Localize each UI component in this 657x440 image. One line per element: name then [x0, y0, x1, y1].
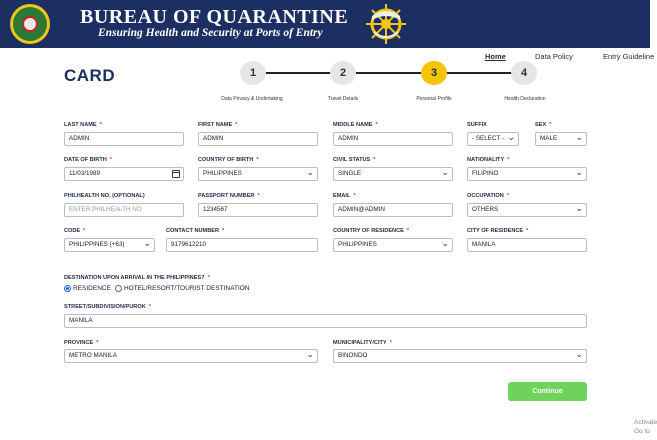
occupation-label: OCCUPATION * — [467, 193, 509, 199]
civil-status-select[interactable]: SINGLE ⌄ — [333, 167, 453, 181]
country-of-residence-label: COUNTRY OF RESIDENCE * — [333, 228, 410, 234]
philhealth-input[interactable]: ENTER PHILHEALTH NO — [64, 203, 184, 217]
step-1-circle: 1 — [240, 61, 266, 85]
hotel-radio-label[interactable]: HOTEL/RESORT/TOURIST DESTINATION — [123, 285, 250, 292]
site-subtitle: Ensuring Health and Security at Ports of Entry — [98, 27, 323, 39]
nationality-label: NATIONALITY * — [467, 157, 510, 163]
nationality-select[interactable]: FILIPINO ⌄ — [467, 167, 587, 181]
step-1-label: Data Privacy & Undertaking — [221, 96, 283, 102]
destination-question: DESTINATION UPON ARRIVAL IN THE PHILIPPINES? * — [64, 275, 210, 281]
nav-entry-guideline-link[interactable]: Entry Guideline — [603, 52, 655, 61]
step-connector — [355, 72, 425, 74]
passport-number-label: PASSPORT NUMBER * — [198, 193, 260, 199]
municipality-label: MUNICIPALITY/CITY * — [333, 340, 392, 346]
ships-wheel-emblem-icon — [364, 2, 408, 46]
country-of-birth-select[interactable]: PHILIPPINES ⌄ — [198, 167, 318, 181]
step-3-label: Personal Profile — [416, 96, 452, 102]
street-input[interactable]: MANILA — [64, 314, 587, 328]
hotel-radio[interactable] — [115, 285, 122, 292]
street-label: STREET/SUBDIVISION/PUROK * — [64, 304, 151, 310]
bureau-seal-icon — [10, 4, 50, 44]
code-label: CODE * — [64, 228, 86, 234]
contact-number-label: CONTACT NUMBER * — [166, 228, 225, 234]
step-3-circle-active: 3 — [421, 61, 447, 85]
suffix-select[interactable]: - SELECT - ⌄ — [467, 132, 519, 146]
first-name-input[interactable]: ADMIN — [198, 132, 318, 146]
first-name-label: FIRST NAME * — [198, 122, 238, 128]
step-connector — [265, 72, 333, 74]
windows-notice-line1: Activate — [634, 419, 657, 426]
nav-home-link[interactable]: Home — [485, 52, 506, 61]
middle-name-input[interactable]: ADMIN — [333, 132, 453, 146]
residence-radio-label[interactable]: RESIDENCE — [73, 285, 111, 292]
step-4-label: Health Declaration — [504, 96, 546, 102]
sex-label: SEX * — [535, 122, 552, 128]
civil-status-label: CIVIL STATUS * — [333, 157, 376, 163]
city-of-residence-label: CITY OF RESIDENCE * — [467, 228, 529, 234]
destination-radio-group — [64, 285, 254, 292]
suffix-label: SUFFIX — [467, 122, 487, 128]
country-of-residence-select[interactable]: PHILIPPINES ⌄ — [333, 238, 453, 252]
country-of-birth-label: COUNTRY OF BIRTH * — [198, 157, 259, 163]
country-code-select[interactable]: PHILIPPINES (+63) ⌄ — [64, 238, 155, 252]
date-of-birth-value: 11/03/1989 — [69, 170, 101, 177]
date-of-birth-input[interactable] — [64, 167, 184, 181]
step-connector — [447, 72, 513, 74]
province-select[interactable]: METRO MANILA ⌄ — [64, 349, 318, 363]
province-label: PROVINCE * — [64, 340, 99, 346]
contact-number-input[interactable]: 9179612210 — [166, 238, 318, 252]
last-name-input[interactable]: ADMIN — [64, 132, 184, 146]
page-title: CARD — [64, 66, 116, 85]
residence-radio[interactable] — [64, 285, 71, 292]
municipality-select[interactable]: BINONDO ⌄ — [333, 349, 587, 363]
windows-notice-line2: Go to — [634, 428, 650, 435]
step-2-circle: 2 — [330, 61, 356, 85]
sex-select[interactable]: MALE ⌄ — [535, 132, 587, 146]
last-name-label: LAST NAME * — [64, 122, 102, 128]
occupation-select[interactable]: OTHERS ⌄ — [467, 203, 587, 217]
email-input[interactable]: ADMIN@ADMIN — [333, 203, 453, 217]
calendar-icon[interactable] — [172, 170, 180, 178]
date-of-birth-label: DATE OF BIRTH * — [64, 157, 112, 163]
email-label: EMAIL * — [333, 193, 356, 199]
site-title: BUREAU OF QUARANTINE — [80, 6, 349, 28]
nav-data-policy-link[interactable]: Data Policy — [535, 52, 573, 61]
continue-button[interactable]: Continue — [508, 382, 587, 401]
philhealth-label: PHILHEALTH NO. (OPTIONAL) — [64, 193, 145, 199]
passport-number-input[interactable]: 1234567 — [198, 203, 318, 217]
step-2-label: Travel Details — [327, 96, 359, 102]
city-of-residence-input[interactable]: MANILA — [467, 238, 587, 252]
step-4-circle: 4 — [511, 61, 537, 85]
middle-name-label: MIDDLE NAME * — [333, 122, 378, 128]
windows-activation-notice — [634, 418, 657, 436]
site-header — [0, 0, 650, 48]
